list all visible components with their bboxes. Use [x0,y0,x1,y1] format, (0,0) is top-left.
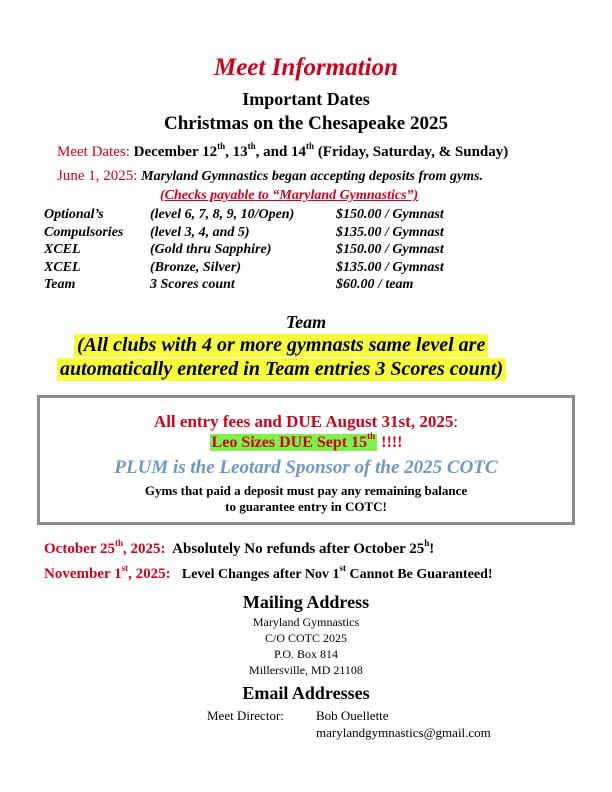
sup: st [339,563,346,573]
checks-payable: (Checks payable to “Maryland Gymnastics”) [160,188,419,203]
fee-category: Compulsories [44,224,124,240]
refund-text-part: ! [429,541,435,557]
sup: th [217,141,226,151]
sup: th [247,141,256,151]
fee-category: Team [44,277,76,292]
deposit-text: Maryland Gymnastics began accepting deposits from gyms. [141,169,483,184]
team-note-line1: (All clubs with 4 or more gymnasts same level are [74,334,488,357]
mailing-line: Maryland Gymnastics [252,615,360,629]
meet-director-role: Meet Director: [207,708,284,723]
refund-text-part: Absolutely No refunds after October 25 [172,541,425,557]
fee-price: $150.00 / Gymnast [336,207,444,222]
leo-sizes [210,431,378,451]
refund-date-text: , 2025: [122,541,166,557]
sup: st [121,563,129,573]
meet-dates-text: , and 14 [255,144,307,160]
fee-levels: (Bronze, Silver) [150,259,241,275]
fee-levels: (Gold thru Sapphire) [150,242,272,257]
refund-date-text: October 25 [44,541,115,557]
fee-levels: 3 Scores count [150,277,235,292]
mailing-line: P.O. Box 814 [273,647,338,661]
sup: th [367,431,376,441]
fee-price: $60.00 / team [336,277,414,292]
plum-sponsor: PLUM is the Leotard Sponsor of the 2025 COTC [114,457,498,478]
fee-price: $150.00 / Gymnast [336,242,444,257]
meet-director-name: Bob Ouellette [316,708,389,723]
meet-dates-text: (Friday, Saturday, & Sunday) [314,144,509,160]
fee-levels: (level 3, 4, and 5) [150,224,250,240]
due-colon: : [453,412,459,431]
balance-line2: to guarantee entry in COTC! [225,499,387,514]
level-change-text-part: Cannot Be Guaranteed! [345,567,493,582]
leo-bang: !!!! [381,434,403,451]
fee-category: XCEL [44,242,81,257]
sup: th [306,141,315,151]
team-heading: Team [285,312,327,332]
meet-dates-label: Meet Dates: [57,144,130,160]
email-heading: Email Addresses [242,683,370,703]
level-change-date-text: , 2025: [128,566,171,582]
level-change-text [181,563,493,582]
mailing-heading: Mailing Address [242,592,370,612]
team-note-line2: automatically entered in Team entries 3 Scores count) [57,358,506,381]
fee-price: $135.00 / Gymnast [336,224,444,240]
meet-dates-text: , 13 [225,144,248,160]
deposit-line [57,168,483,185]
level-change-text-part: Level Changes after Nov 1 [181,567,340,582]
refund-date [44,538,166,557]
level-change-line [44,563,493,583]
due-line [0,412,612,432]
fee-levels: (level 6, 7, 8, 9, 10/Open) [150,207,295,222]
email-address[interactable]: marylandgymnastics@gmail.com [316,725,491,740]
fee-category: XCEL [44,259,81,275]
mailing-line: Millersville, MD 21108 [249,663,363,677]
leo-text: Leo Sizes DUE Sept 15 [211,434,368,451]
due-text: All entry fees and DUE August 31st, 2025 [153,412,454,431]
balance-line1: Gyms that paid a deposit must pay any remaining balance [144,483,468,498]
page-title: Meet Information [213,54,399,81]
subtitle: Important Dates [242,89,370,109]
level-change-date-text: November 1 [44,566,122,582]
level-change-date [44,563,171,582]
sup: th [114,538,123,548]
fee-price: $135.00 / Gymnast [336,259,444,275]
refund-line [44,538,435,558]
mailing-line: C/O COTC 2025 [264,631,347,645]
meet-dates-text: December 12 [133,144,218,160]
sup: h [424,538,430,548]
fee-category: Optional’s [44,207,104,222]
leo-line [0,431,612,452]
event-name: Christmas on the Chesapeake 2025 [164,113,448,134]
refund-text [172,538,435,557]
deposit-date: June 1, 2025: [57,168,138,184]
meet-dates-line [57,141,509,161]
